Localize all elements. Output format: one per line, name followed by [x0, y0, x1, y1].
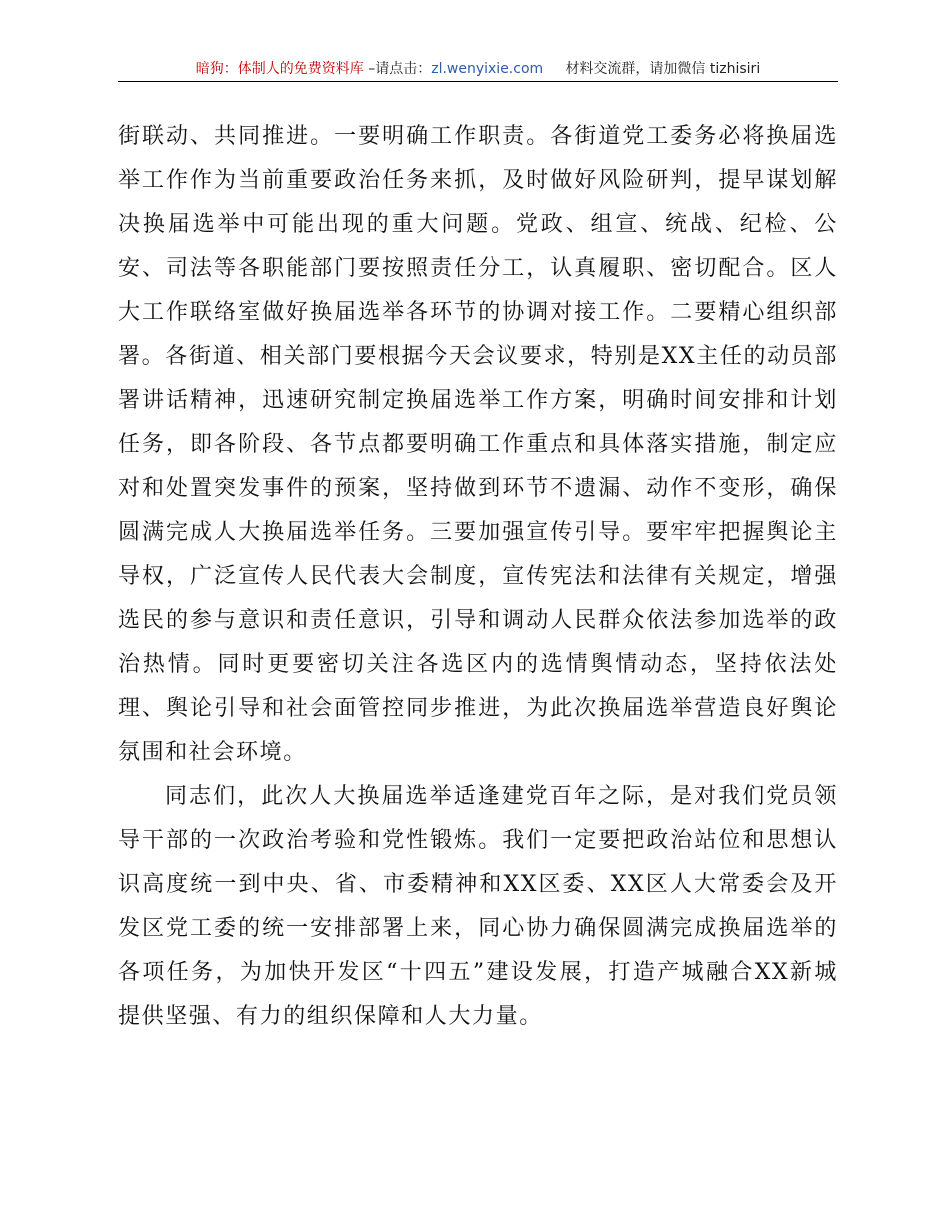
- header-divider: [118, 81, 838, 82]
- page-header: [118, 58, 838, 80]
- header-spacer: [543, 61, 565, 77]
- header-prompt: –请点击：: [363, 61, 432, 77]
- document-body: [118, 115, 838, 1039]
- header-url-link[interactable]: zl.wenyixie.com: [431, 61, 544, 77]
- paragraph-closing: 同志们，此次人大换届选举适逢建党百年之际，是对我们党员领导干部的一次政治考验和党性锻炼。我们一定要把政治站位和思想认识高度统一到中央、省、市委精神和XX区委、XX区人大常委会及开发区党工委的统一安排部署上来，同心协力确保圆满完成换届选举的各项任务，为加快开发区“十四五”建设发展，打造产城融合XX新城提供坚强、有力的组织保障和人大力量。: [118, 784, 838, 1029]
- header-site-name[interactable]: 暗狗：体制人的免费资料库: [195, 61, 364, 77]
- header-group-text: 材料交流群，请加微信 tizhisiri: [565, 61, 761, 77]
- paragraph-continuation: 街联动、共同推进。一要明确工作职责。各街道党工委务必将换届选举工作作为当前重要政治任务来抓，及时做好风险研判，提早谋划解决换届选举中可能出现的重大问题。党政、组宣、统战、纪检、公安、司法等各职能部门要按照责任分工，认真履职、密切配合。区人大工作联络室做好换届选举各环节的协调对接工作。二要精心组织部署。各街道、相关部门要根据今天会议要求，特别是XX主任的动员部署讲话精神，迅速研究制定换届选举工作方案，明确时间安排和计划任务，即各阶段、各节点都要明确工作重点和具体落实措施，制定应对和处置突发事件的预案，坚持做到环节不遗漏、动作不变形，确保圆满完成人大换届选举任务。三要加强宣传引导。要牢牢把握舆论主导权，广泛宣传人民代表大会制度，宣传宪法和法律有关规定，增强选民的参与意识和责任意识，引导和调动人民群众依法参加选举的政治热情。同时更要密切关注各选区内的选情舆情动态，坚持依法处理、舆论引导和社会面管控同步推进，为此次换届选举营造良好舆论氛围和社会环境。: [118, 124, 838, 765]
